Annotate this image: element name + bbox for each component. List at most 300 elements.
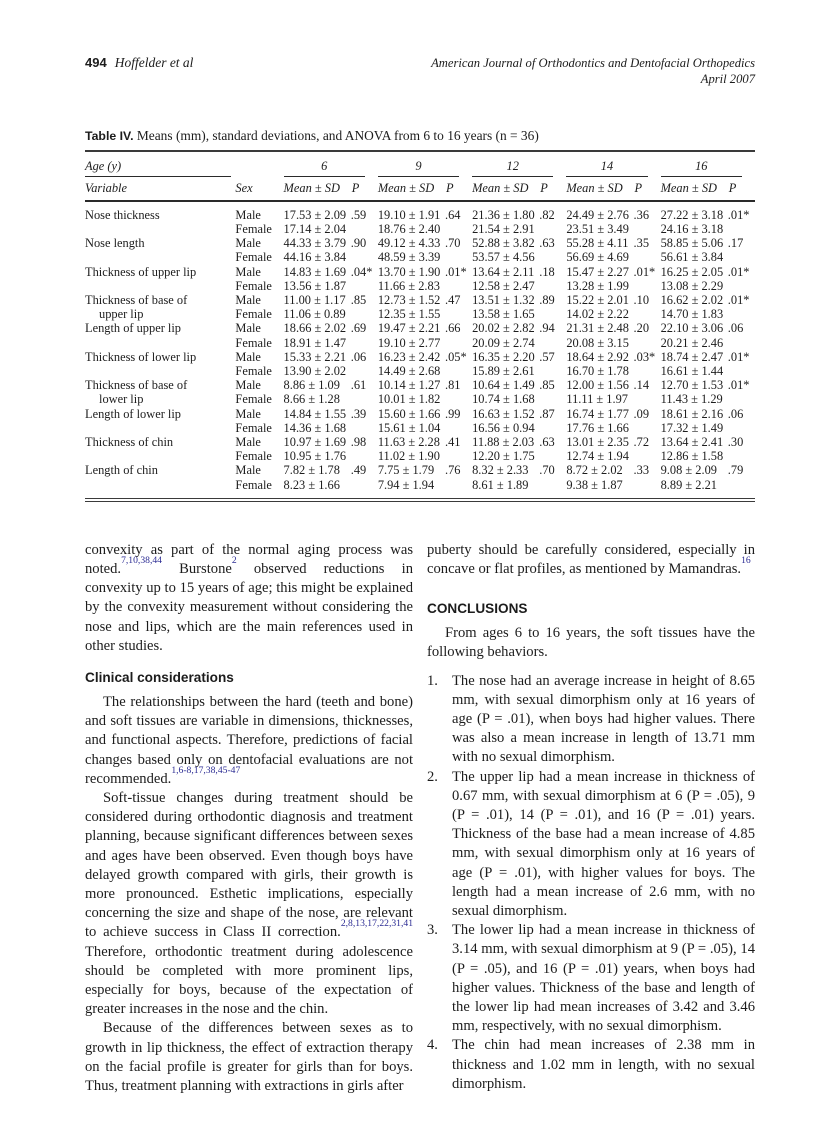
p-header: P xyxy=(539,177,566,201)
conclusion-item xyxy=(427,921,755,1036)
mean-sd-value: 12.35 ± 1.55 xyxy=(377,307,441,322)
mean-sd-value: 17.32 ± 1.49 xyxy=(660,420,724,435)
mean-sd-value: 8.66 ± 1.28 xyxy=(283,392,340,407)
mean-sd-value: 19.10 ± 1.91 xyxy=(377,207,441,222)
mean-sd-value: 19.10 ± 2.77 xyxy=(377,335,441,350)
p-value-empty xyxy=(351,250,378,264)
mean-sd-value: 18.76 ± 2.40 xyxy=(377,221,441,236)
mean-sd-value: 16.62 ± 2.02 xyxy=(660,292,724,307)
mean-sd-value: 13.56 ± 1.87 xyxy=(283,278,347,293)
paragraph-text: observed reductions in convexity up to 15 years of age; this might be explained by the convexity measurement without considering the nose and lips, which are the main references used in other studies. xyxy=(85,560,413,654)
p-value: .05* xyxy=(445,349,467,364)
p-value-empty xyxy=(634,222,661,236)
conclusion-list xyxy=(427,672,755,1094)
mean-sd-value: 9.08 ± 2.09 xyxy=(660,463,717,478)
mean-sd-value: 18.64 ± 2.92 xyxy=(566,349,629,364)
table-row-male xyxy=(85,378,755,392)
age-group-6: 6 xyxy=(284,151,378,177)
sex-label: Male xyxy=(235,406,261,421)
mean-sd-value: 14.02 ± 2.22 xyxy=(566,307,629,322)
p-value: .49 xyxy=(350,463,367,478)
mean-sd-value: 16.63 ± 1.52 xyxy=(472,406,535,421)
p-value: .61 xyxy=(350,378,367,393)
sex-label: Female xyxy=(235,278,272,293)
table-subheader-row xyxy=(85,177,755,201)
mean-sd-value: 11.63 ± 2.28 xyxy=(377,434,440,449)
p-value: .85 xyxy=(350,292,367,307)
mean-sd-value: 22.10 ± 3.06 xyxy=(660,321,724,336)
sex-label: Male xyxy=(235,292,261,307)
p-value-empty xyxy=(728,449,755,463)
mean-sd-value: 12.00 ± 1.56 xyxy=(566,378,629,393)
mean-sd-value: 11.02 ± 1.90 xyxy=(377,449,440,464)
reference-superscript: 7,10,38,44 xyxy=(121,554,162,566)
mean-sd-value: 12.20 ± 1.75 xyxy=(472,449,535,464)
mean-sd-value: 16.25 ± 2.05 xyxy=(660,264,724,279)
data-table xyxy=(85,150,755,502)
mean-sd-header: Mean ± SD xyxy=(472,177,539,201)
variable-name: Thickness of lower lip xyxy=(85,349,197,364)
p-value-empty xyxy=(634,336,661,350)
p-value: .99 xyxy=(445,406,461,421)
sex-label: Male xyxy=(235,236,261,251)
mean-sd-value: 15.47 ± 2.27 xyxy=(566,264,629,279)
paragraph-text: Therefore, orthodontic treatment during adolescence should be completed with more prominent lips, especially for boys, because of the expectation of greater increases in the nose and the chin. xyxy=(85,943,413,1018)
p-value: .79 xyxy=(727,463,744,478)
sex-label: Female xyxy=(235,250,272,265)
mean-sd-value: 20.09 ± 2.74 xyxy=(472,335,535,350)
mean-sd-value: 15.33 ± 2.21 xyxy=(283,349,347,364)
variable-name-continued xyxy=(85,364,235,378)
p-value: .64 xyxy=(445,207,461,222)
mean-sd-value: 20.21 ± 2.46 xyxy=(660,335,724,350)
p-value: .03* xyxy=(633,349,656,364)
mean-sd-value: 56.69 ± 4.69 xyxy=(566,250,629,265)
p-value: .09 xyxy=(633,406,650,421)
p-value: .01* xyxy=(727,207,750,222)
p-value: .70 xyxy=(539,463,555,478)
table-row-male xyxy=(85,463,755,477)
p-value: .17 xyxy=(727,236,744,251)
p-value-empty xyxy=(351,222,378,236)
table-row-male xyxy=(85,321,755,335)
mean-sd-value: 10.14 ± 1.27 xyxy=(377,378,441,393)
mean-sd-value: 18.91 ± 1.47 xyxy=(283,335,347,350)
p-value-empty xyxy=(728,222,755,236)
p-value-empty xyxy=(634,392,661,406)
p-value-empty xyxy=(445,222,472,236)
p-value-empty xyxy=(728,364,755,378)
p-value: .01* xyxy=(445,264,467,279)
table-row-male xyxy=(85,407,755,421)
mean-sd-value: 48.59 ± 3.39 xyxy=(377,250,441,265)
p-value-empty xyxy=(539,279,566,293)
p-value: .72 xyxy=(633,434,650,449)
variable-name-continued xyxy=(85,449,235,463)
variable-name: Thickness of base of xyxy=(85,378,188,393)
sex-label: Male xyxy=(235,349,261,364)
paragraph-relationships xyxy=(85,693,413,789)
p-value: .36 xyxy=(633,207,650,222)
p-value-empty xyxy=(445,449,472,463)
mean-sd-value: 53.57 ± 4.56 xyxy=(472,250,535,265)
mean-sd-value: 7.82 ± 1.78 xyxy=(283,463,340,478)
p-value-empty xyxy=(445,307,472,321)
conclusion-item-text: The nose had an average increase in height of 8.65 mm, with sexual dimorphism only at 16 years of age (P = .01), when boys had higher values. There was also a mean increase in length of 13.71 mm with no sexual dimorphism. xyxy=(452,672,755,766)
table-row-female xyxy=(85,392,755,406)
heading-clinical-considerations: Clinical considerations xyxy=(85,670,234,685)
table-row-female xyxy=(85,250,755,264)
table-row-female xyxy=(85,449,755,463)
variable-header: Variable xyxy=(85,177,235,201)
sex-label: Female xyxy=(235,363,272,378)
mean-sd-value: 56.61 ± 3.84 xyxy=(660,250,724,265)
p-value-empty xyxy=(539,336,566,350)
mean-sd-value: 44.33 ± 3.79 xyxy=(283,236,347,251)
p-header: P xyxy=(445,177,472,201)
mean-sd-value: 11.06 ± 0.89 xyxy=(283,307,346,322)
table-row-male xyxy=(85,435,755,449)
mean-sd-header: Mean ± SD xyxy=(378,177,445,201)
p-value: .35 xyxy=(633,236,650,251)
p-value: .33 xyxy=(633,463,650,478)
sex-label: Female xyxy=(235,477,272,492)
mean-sd-value: 11.88 ± 2.03 xyxy=(472,434,535,449)
p-value: .10 xyxy=(633,292,650,307)
mean-sd-value: 14.84 ± 1.55 xyxy=(283,406,347,421)
reference-superscript: 2 xyxy=(231,554,237,566)
mean-sd-value: 14.70 ± 1.83 xyxy=(660,307,724,322)
variable-name: Length of chin xyxy=(85,463,158,478)
p-value: .18 xyxy=(539,264,555,279)
journal-title: American Journal of Orthodontics and Dentofacial Orthopedics xyxy=(431,56,755,70)
mean-sd-value: 44.16 ± 3.84 xyxy=(283,250,347,265)
paragraph-text: Soft-tissue changes during treatment should be considered during orthodontic diagnosis and treatment planning, because significant differences between sexes and ages have been observed. Even though boys have delayed growth compared with girls, their growth is more pronounced. Esthetic implications, especially concerning the size and shape of the nose, are relevant to achieve success in Class II correction. xyxy=(85,790,413,941)
variable-name: Thickness of chin xyxy=(85,434,174,449)
age-group-14: 14 xyxy=(566,151,660,177)
p-value: .01* xyxy=(727,349,750,364)
mean-sd-value: 24.16 ± 3.18 xyxy=(660,221,724,236)
conclusion-item-number: 2. xyxy=(427,768,438,785)
mean-sd-value: 10.64 ± 1.49 xyxy=(472,378,535,393)
mean-sd-value: 8.89 ± 2.21 xyxy=(660,477,717,492)
mean-sd-value: 18.66 ± 2.02 xyxy=(283,321,347,336)
p-value: .76 xyxy=(445,463,461,478)
mean-sd-value: 11.43 ± 1.29 xyxy=(660,392,723,407)
mean-sd-value: 13.08 ± 2.29 xyxy=(660,278,724,293)
mean-sd-value: 19.47 ± 2.21 xyxy=(377,321,441,336)
mean-sd-value: 8.61 ± 1.89 xyxy=(472,477,529,492)
p-value-empty xyxy=(539,478,566,500)
p-value: .89 xyxy=(539,292,555,307)
mean-sd-value: 17.14 ± 2.04 xyxy=(283,221,347,236)
mean-sd-value: 11.00 ± 1.17 xyxy=(283,292,346,307)
p-value-empty xyxy=(351,364,378,378)
p-value-empty xyxy=(351,421,378,435)
mean-sd-value: 12.74 ± 1.94 xyxy=(566,449,629,464)
sex-label: Male xyxy=(235,321,261,336)
mean-sd-value: 15.89 ± 2.61 xyxy=(472,363,535,378)
mean-sd-value: 13.64 ± 2.41 xyxy=(660,434,724,449)
p-value: .06 xyxy=(727,321,744,336)
left-column xyxy=(85,541,413,1096)
table-row-female xyxy=(85,364,755,378)
mean-sd-value: 15.61 ± 1.04 xyxy=(377,420,441,435)
mean-sd-value: 12.70 ± 1.53 xyxy=(660,378,724,393)
sex-label: Male xyxy=(235,434,261,449)
mean-sd-value: 7.75 ± 1.79 xyxy=(377,463,435,478)
conclusion-item-text: The chin had mean increases of 2.38 mm in thickness and 1.02 mm in length, with no sexual dimorphism. xyxy=(452,1037,755,1092)
p-value-empty xyxy=(445,279,472,293)
conclusion-item xyxy=(427,768,755,922)
p-value-empty xyxy=(445,336,472,350)
conclusion-item-number: 3. xyxy=(427,922,438,939)
mean-sd-value: 14.83 ± 1.69 xyxy=(283,264,347,279)
issue-date: April 2007 xyxy=(700,72,755,87)
mean-sd-value: 8.32 ± 2.33 xyxy=(472,463,529,478)
p-value: .70 xyxy=(445,236,461,251)
page-number: 494 xyxy=(85,55,107,70)
mean-sd-value: 10.01 ± 1.82 xyxy=(377,392,441,407)
sex-label: Female xyxy=(235,221,272,236)
sex-label: Male xyxy=(235,378,261,393)
running-head xyxy=(85,55,755,88)
mean-sd-value: 16.74 ± 1.77 xyxy=(566,406,629,421)
p-value-empty xyxy=(634,421,661,435)
conclusion-item-number: 4. xyxy=(427,1037,438,1054)
right-column xyxy=(427,541,755,1096)
p-value-empty xyxy=(445,478,472,500)
p-value: .63 xyxy=(539,236,555,251)
p-value: .14 xyxy=(633,378,650,393)
sex-label: Female xyxy=(235,420,272,435)
mean-sd-value: 49.12 ± 4.33 xyxy=(377,236,441,251)
mean-sd-value: 10.97 ± 1.69 xyxy=(283,434,347,449)
table-header xyxy=(85,151,755,201)
p-header: P xyxy=(634,177,661,201)
p-value: .57 xyxy=(539,349,555,364)
p-header: P xyxy=(728,177,755,201)
mean-sd-value: 9.38 ± 1.87 xyxy=(566,477,623,492)
mean-sd-value: 8.72 ± 2.02 xyxy=(566,463,623,478)
running-head-right xyxy=(431,55,755,88)
mean-sd-value: 13.90 ± 2.02 xyxy=(283,363,347,378)
conclusion-item-text: The upper lip had a mean increase in thickness of 0.67 mm, with sexual dimorphism at 6 (P = .05), 9 (P = .01), 14 (P = .01), and 16 (P = .01) years. Thickness of the base had a mean increase of 4.85 mm, with sexual dimorphism only at 16 years of age (P = .01), with higher values for boys. The length had a mean increase of 2.6 mm, with no sexual dimorphism. xyxy=(452,768,755,920)
paragraph-text: Burstone xyxy=(161,560,232,577)
conclusion-item-text: The lower lip had a mean increase in thickness of 3.14 mm, with sexual dimorphism at 9 (P = .05), 14 (P = .05), and 16 (P = .01) years, when boys had higher values. Thickness of the base and length of the lower lip had mean increases of 3.42 and 3.46 mm, respectively, with no sexual dimorphism. xyxy=(452,922,755,1035)
mean-sd-value: 12.73 ± 1.52 xyxy=(377,292,441,307)
body-columns xyxy=(85,541,755,1096)
p-value: .01* xyxy=(633,264,656,279)
mean-sd-value: 12.86 ± 1.58 xyxy=(660,449,724,464)
table-row-female xyxy=(85,478,755,500)
p-value: .87 xyxy=(539,406,555,421)
variable-name-continued xyxy=(85,421,235,435)
mean-sd-value: 58.85 ± 5.06 xyxy=(660,236,724,251)
age-header-cell xyxy=(85,151,284,177)
age-group-9: 9 xyxy=(378,151,472,177)
mean-sd-value: 8.86 ± 1.09 xyxy=(283,378,340,393)
table-age-row xyxy=(85,151,755,177)
variable-name-continued xyxy=(85,478,235,500)
table-caption-label: Table IV. xyxy=(85,128,134,143)
p-value-empty xyxy=(728,307,755,321)
mean-sd-value: 20.08 ± 3.15 xyxy=(566,335,629,350)
variable-name-continued: upper lip xyxy=(99,307,144,322)
p-value: .01* xyxy=(727,264,750,279)
variable-name: Thickness of upper lip xyxy=(85,264,197,279)
p-value: .81 xyxy=(445,378,461,393)
p-value-empty xyxy=(539,421,566,435)
conclusion-item xyxy=(427,1036,755,1094)
variable-name-continued xyxy=(85,222,235,236)
mean-sd-value: 14.49 ± 2.68 xyxy=(377,363,441,378)
sex-label: Female xyxy=(235,449,272,464)
p-value-empty xyxy=(445,250,472,264)
mean-sd-value: 17.76 ± 1.66 xyxy=(566,420,629,435)
mean-sd-value: 11.11 ± 1.97 xyxy=(566,392,628,407)
table-row-female xyxy=(85,279,755,293)
table-row-female xyxy=(85,222,755,236)
table-row-male xyxy=(85,265,755,279)
mean-sd-value: 12.58 ± 2.47 xyxy=(472,278,535,293)
p-value: .04* xyxy=(350,264,373,279)
reference-superscript: 2,8,13,17,22,31,41 xyxy=(340,918,413,930)
paragraph-text: puberty should be carefully considered, especially in concave or flat profiles, as mentioned by Mamandras. xyxy=(427,541,755,577)
p-value: .47 xyxy=(445,292,461,307)
p-value-empty xyxy=(539,222,566,236)
variable-name: Nose thickness xyxy=(85,207,160,222)
p-value-empty xyxy=(351,336,378,350)
p-value: .01* xyxy=(727,292,750,307)
p-value-empty xyxy=(634,364,661,378)
mean-sd-value: 14.36 ± 1.68 xyxy=(283,420,347,435)
table-row-male xyxy=(85,236,755,250)
mean-sd-value: 13.28 ± 1.99 xyxy=(566,278,629,293)
table-row-female xyxy=(85,421,755,435)
reference-superscript: 16 xyxy=(741,554,751,566)
mean-sd-value: 21.54 ± 2.91 xyxy=(472,221,535,236)
table-body xyxy=(85,201,755,500)
variable-name: Nose length xyxy=(85,236,145,251)
mean-sd-value: 18.61 ± 2.16 xyxy=(660,406,724,421)
sex-label: Female xyxy=(235,335,272,350)
mean-sd-value: 13.58 ± 1.65 xyxy=(472,307,535,322)
p-value: .59 xyxy=(350,207,367,222)
mean-sd-value: 13.01 ± 2.35 xyxy=(566,434,629,449)
mean-sd-value: 13.70 ± 1.90 xyxy=(377,264,441,279)
p-value-empty xyxy=(539,364,566,378)
p-value: .90 xyxy=(350,236,367,251)
p-value-empty xyxy=(351,307,378,321)
mean-sd-value: 17.53 ± 2.09 xyxy=(283,207,347,222)
mean-sd-value: 27.22 ± 3.18 xyxy=(660,207,724,222)
mean-sd-value: 13.64 ± 2.11 xyxy=(472,264,535,279)
p-value-empty xyxy=(351,478,378,500)
paragraph-soft-tissue-changes xyxy=(85,789,413,1019)
p-value: .85 xyxy=(539,378,555,393)
mean-sd-value: 16.61 ± 1.44 xyxy=(660,363,724,378)
variable-name-continued xyxy=(85,250,235,264)
running-head-authors: Hoffelder et al xyxy=(114,55,194,70)
variable-name: Length of upper lip xyxy=(85,321,182,336)
p-value-empty xyxy=(539,449,566,463)
p-value: .39 xyxy=(350,406,367,421)
p-value: .06 xyxy=(350,349,367,364)
mean-sd-value: 16.23 ± 2.42 xyxy=(377,349,441,364)
mean-sd-header: Mean ± SD xyxy=(566,177,633,201)
mean-sd-value: 13.51 ± 1.32 xyxy=(472,292,535,307)
mean-sd-value: 16.35 ± 2.20 xyxy=(472,349,535,364)
p-value: .63 xyxy=(539,434,555,449)
p-value-empty xyxy=(351,279,378,293)
mean-sd-value: 20.02 ± 2.82 xyxy=(472,321,535,336)
paragraph-convexity xyxy=(85,541,413,656)
p-value-empty xyxy=(539,250,566,264)
reference-superscript: 1,6-8,17,38,45-47 xyxy=(171,764,241,776)
mean-sd-value: 21.31 ± 2.48 xyxy=(566,321,629,336)
table-row-female xyxy=(85,307,755,321)
age-group-12: 12 xyxy=(472,151,566,177)
table-row-male xyxy=(85,293,755,307)
table-row-male xyxy=(85,201,755,222)
heading-conclusions: CONCLUSIONS xyxy=(427,601,528,617)
mean-sd-value: 21.36 ± 1.80 xyxy=(472,207,535,222)
p-value-empty xyxy=(445,364,472,378)
variable-name-continued xyxy=(85,336,235,350)
running-head-left xyxy=(85,55,193,71)
sex-label: Female xyxy=(235,307,272,322)
mean-sd-value: 8.23 ± 1.66 xyxy=(283,477,340,492)
paragraph-extraction-therapy: Because of the differences between sexes as to growth in lip thickness, the effect of extraction therapy on the facial profile is greater for girls than for boys. Thus, treatment planning with extractions in girls after xyxy=(85,1020,413,1095)
p-value-empty xyxy=(634,449,661,463)
mean-sd-value: 15.60 ± 1.66 xyxy=(377,406,441,421)
p-value: .82 xyxy=(539,207,555,222)
p-value-empty xyxy=(728,478,755,500)
mean-sd-value: 16.70 ± 1.78 xyxy=(566,363,629,378)
conclusion-item xyxy=(427,672,755,768)
table-caption xyxy=(85,128,755,144)
p-value-empty xyxy=(728,421,755,435)
p-value-empty xyxy=(728,392,755,406)
p-value: .06 xyxy=(727,406,744,421)
mean-sd-value: 7.94 ± 1.94 xyxy=(377,477,435,492)
p-value-empty xyxy=(445,421,472,435)
paragraph-text: convexity as part of the normal aging process was noted. xyxy=(85,541,413,577)
variable-name: Thickness of base of xyxy=(85,292,188,307)
sex-label: Female xyxy=(235,392,272,407)
table-row-male xyxy=(85,350,755,364)
mean-sd-value: 18.74 ± 2.47 xyxy=(660,349,724,364)
mean-sd-value: 10.74 ± 1.68 xyxy=(472,392,535,407)
mean-sd-value: 11.66 ± 2.83 xyxy=(377,278,440,293)
p-header: P xyxy=(351,177,378,201)
sex-header: Sex xyxy=(235,177,283,201)
paragraph-from-ages: From ages 6 to 16 years, the soft tissues have the following behaviors. xyxy=(427,625,755,661)
p-value-empty xyxy=(539,307,566,321)
p-value-empty xyxy=(634,250,661,264)
p-value: .20 xyxy=(633,321,650,336)
p-value-empty xyxy=(728,279,755,293)
age-group-16: 16 xyxy=(661,151,755,177)
p-value-empty xyxy=(351,392,378,406)
p-value-empty xyxy=(445,392,472,406)
variable-name-continued: lower lip xyxy=(99,392,144,407)
mean-sd-value: 16.56 ± 0.94 xyxy=(472,420,535,435)
mean-sd-header: Mean ± SD xyxy=(661,177,728,201)
p-value-empty xyxy=(634,279,661,293)
age-header-label: Age (y) xyxy=(85,158,122,173)
